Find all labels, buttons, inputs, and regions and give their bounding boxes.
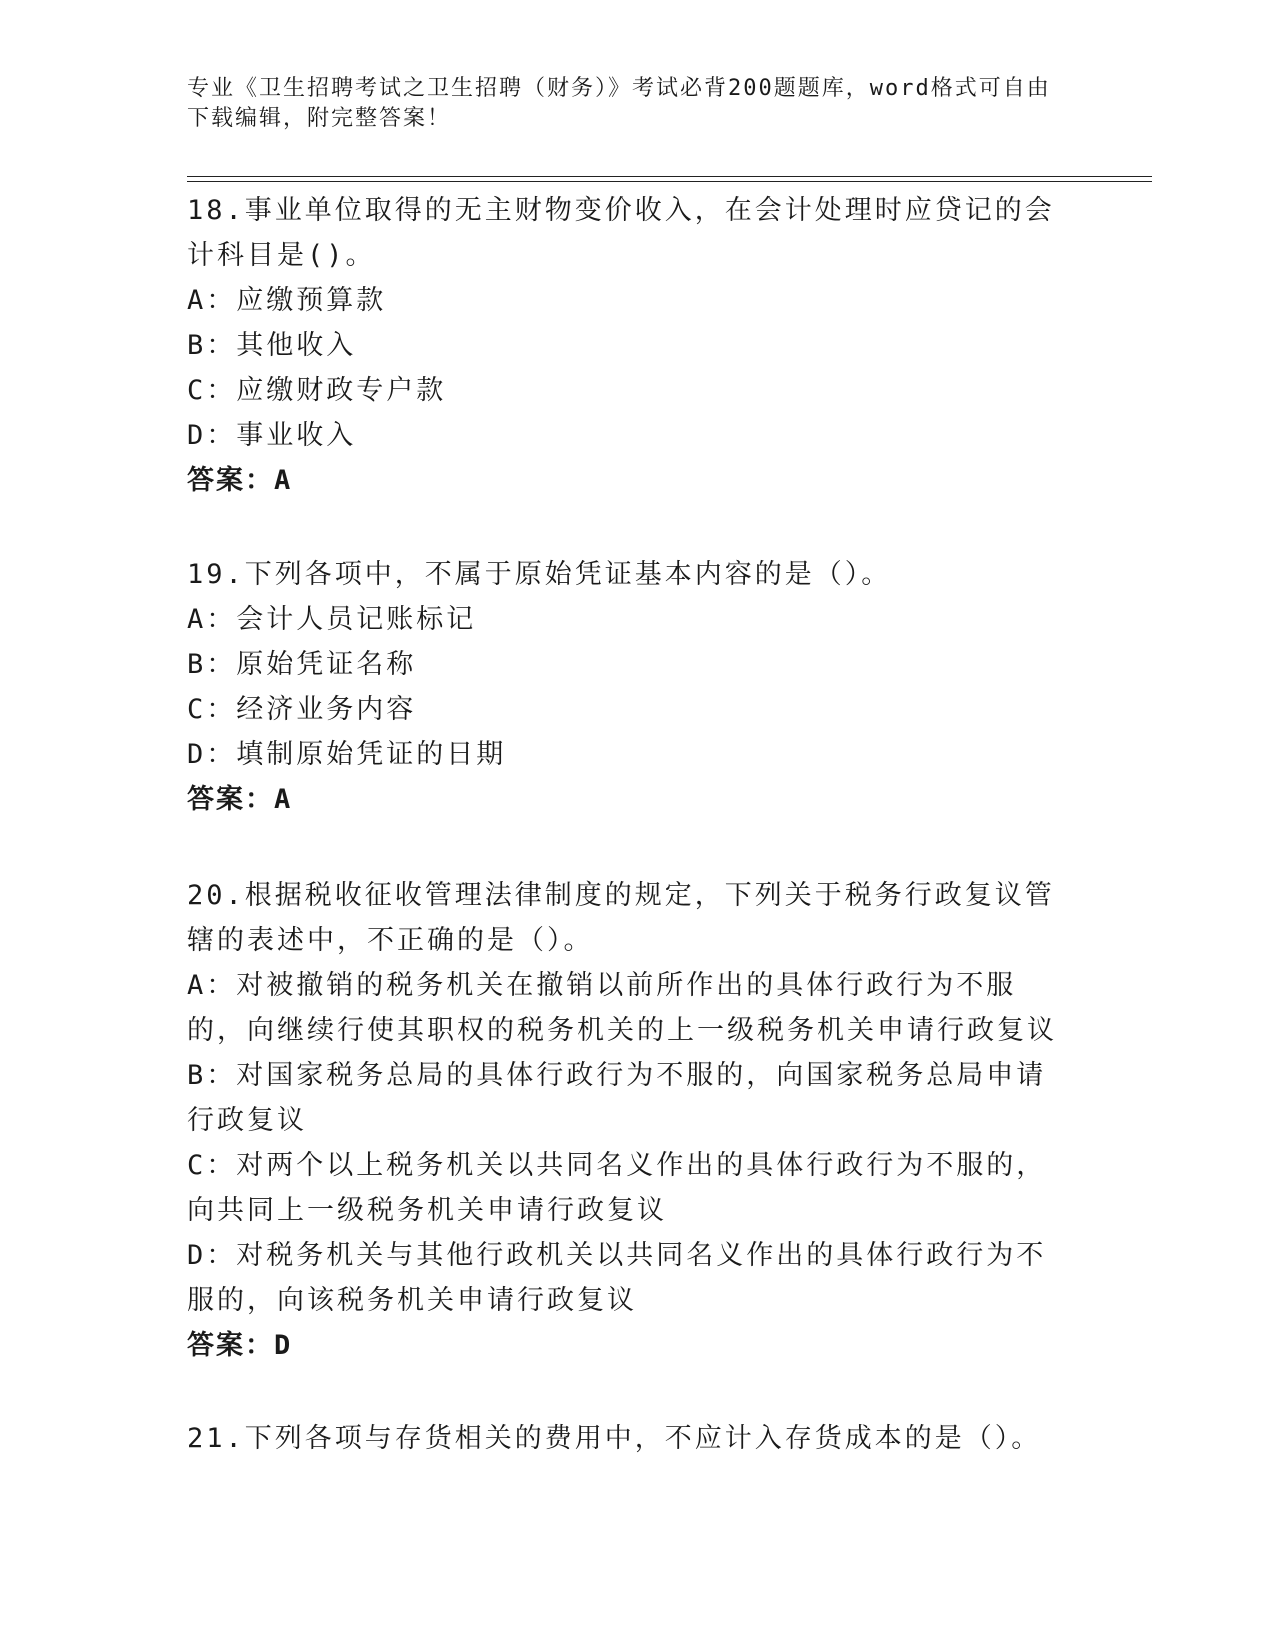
question-text: 21.下列各项与存货相关的费用中，不应计入存货成本的是（）。 bbox=[187, 1423, 1042, 1454]
option-a: A：应缴预算款 bbox=[187, 285, 387, 316]
option-b: B：对国家税务总局的具体行政行为不服的，向国家税务总局申请行政复议 bbox=[187, 1060, 1047, 1136]
question-20 bbox=[187, 873, 1072, 1368]
option-b: B：其他收入 bbox=[187, 330, 357, 361]
question-text: 18.事业单位取得的无主财物变价收入，在会计处理时应贷记的会计科目是()。 bbox=[187, 195, 1055, 271]
option-c: C：经济业务内容 bbox=[187, 694, 417, 725]
header-divider-top bbox=[187, 176, 1152, 177]
question-18 bbox=[187, 188, 1072, 503]
option-c: C：对两个以上税务机关以共同名义作出的具体行政行为不服的，向共同上一级税务机关申请行政复议 bbox=[187, 1150, 1047, 1226]
question-text: 20.根据税收征收管理法律制度的规定，下列关于税务行政复议管辖的表述中，不正确的是（）。 bbox=[187, 880, 1055, 956]
question-21 bbox=[187, 1416, 1072, 1461]
header-intro-text: 专业《卫生招聘考试之卫生招聘（财务）》考试必背200题题库，word格式可自由下载编辑，附完整答案！ bbox=[187, 76, 1051, 131]
question-text: 19.下列各项中，不属于原始凭证基本内容的是（）。 bbox=[187, 559, 892, 590]
document-header bbox=[187, 74, 1067, 134]
answer: 答案：A bbox=[187, 465, 293, 496]
answer: 答案：D bbox=[187, 1330, 293, 1361]
option-a: A：会计人员记账标记 bbox=[187, 604, 477, 635]
option-d: D：对税务机关与其他行政机关以共同名义作出的具体行政行为不服的，向该税务机关申请行政复议 bbox=[187, 1240, 1047, 1316]
option-a: A：对被撤销的税务机关在撤销以前所作出的具体行政行为不服的，向继续行使其职权的税务机关的上一级税务机关申请行政复议 bbox=[187, 970, 1057, 1046]
option-d: D：事业收入 bbox=[187, 420, 357, 451]
option-b: B：原始凭证名称 bbox=[187, 649, 417, 680]
header-divider-bottom bbox=[187, 181, 1152, 182]
option-d: D：填制原始凭证的日期 bbox=[187, 739, 507, 770]
option-c: C：应缴财政专户款 bbox=[187, 375, 447, 406]
question-19 bbox=[187, 552, 1072, 822]
answer: 答案：A bbox=[187, 784, 293, 815]
